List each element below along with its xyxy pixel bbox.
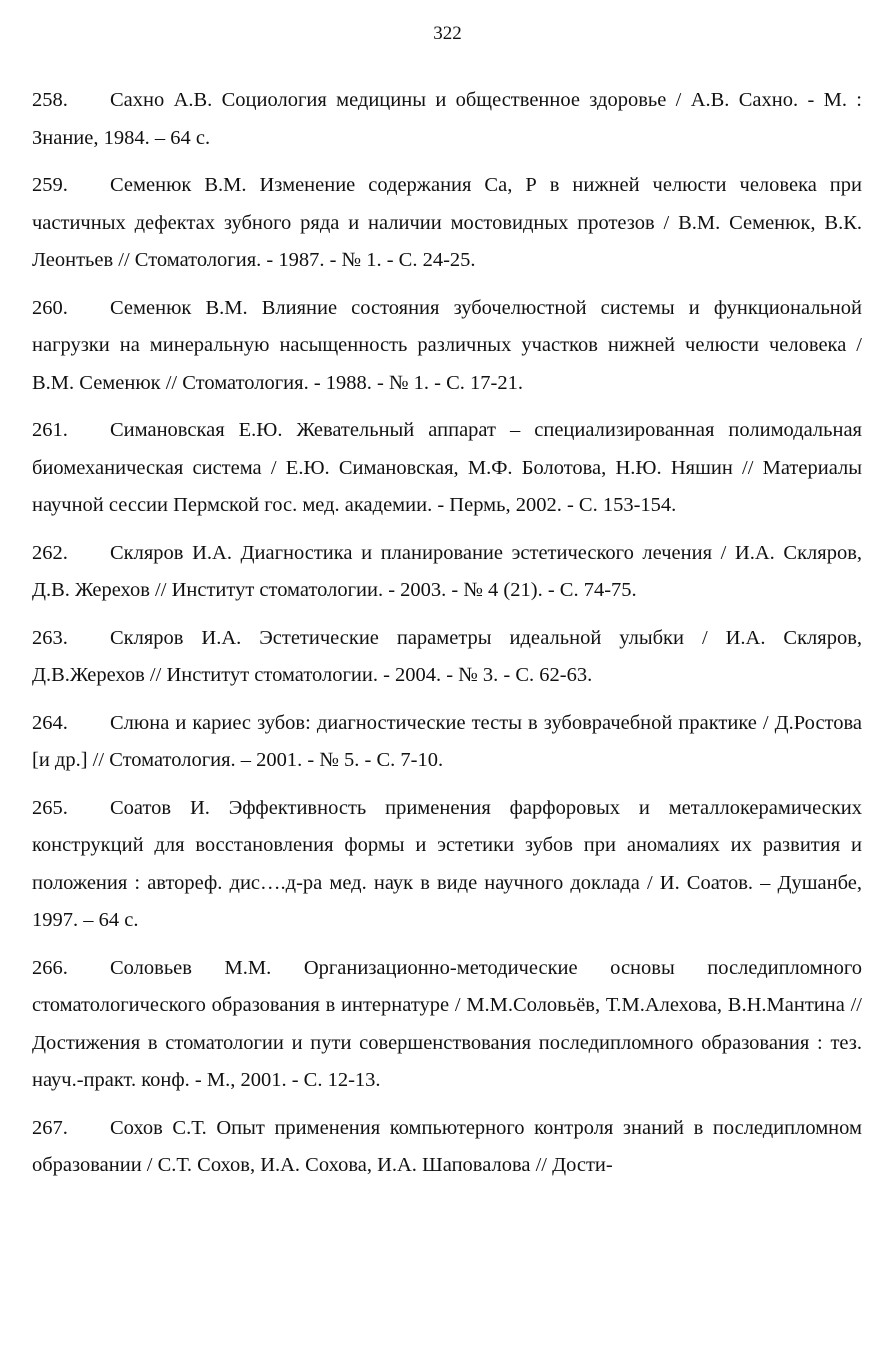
reference-number: 267. [32,1116,68,1139]
reference-item [32,535,862,610]
reference-text: Сохов С.Т. Опыт применения компьютерного контроля знаний в последипломном образовании / С.Т. Сохов, И.А. Сохова, И.А. Шаповалова // Дости- [32,1116,862,1176]
reference-text: Симановская Е.Ю. Жевательный аппарат – специализированная полимодальная биомеханическая система / Е.Ю. Симановская, М.Ф. Болотова, Н.Ю. Няшин // Материалы научной сессии Пермской гос. мед. академии. - Пермь, 2002. - С. 153-154. [32,419,862,516]
reference-number: 259. [32,174,68,196]
reference-text: Слюна и кариес зубов: диагностические тесты в зубоврачебной практике / Д.Ростова [и др.] // Стоматология. – 2001. - № 5. - С. 7-10. [32,711,862,771]
reference-text: Семенюк В.М. Влияние состояния зубочелюстной системы и функциональной нагрузки на минеральную насыщенность различных участков нижней челюсти человека / В.М. Семенюк // Стоматология. - 1988. - № 1. - С. 17-21. [32,296,862,394]
page-number: 322 [433,23,462,44]
reference-text: Соловьев М.М. Организационно-методические основы последипломного стоматологического образования в интернатуре / М.М.Соловьёв, Т.М.Алехова, В.Н.Мантина // Достижения в стоматологии и пути совершенствования последипломного образования : тез. науч.-практ. конф. - М., 2001. - С. 12-13. [32,956,862,1091]
reference-number: 260. [32,296,68,319]
reference-item [32,290,862,403]
reference-item [32,950,862,1100]
reference-text: Сахно А.В. Социология медицины и общественное здоровье / А.В. Сахно. - М. : Знание, 1984. – 64 с. [32,89,862,149]
reference-text: Скляров И.А. Диагностика и планирование эстетического лечения / И.А. Скляров, Д.В. Жерехов // Институт стоматологии. - 2003. - № 4 (21). - С. 74-75. [32,541,862,601]
reference-number: 261. [32,419,68,441]
reference-number: 265. [32,796,68,819]
reference-item [32,82,862,157]
reference-text: Соатов И. Эффективность применения фарфоровых и металлокерамических конструкций для восстановления формы и эстетики зубов при аномалиях их развития и положения : автореф. дис….д-ра мед. наук в виде научного доклада / И. Соатов. – Душанбе, 1997. – 64 с. [32,796,862,931]
reference-number: 262. [32,541,68,564]
reference-number: 264. [32,711,68,734]
reference-item [32,1110,862,1185]
reference-item [32,790,862,940]
reference-item [32,705,862,780]
reference-number: 263. [32,626,68,649]
reference-item [32,412,862,525]
reference-item [32,167,862,280]
reference-list [32,82,862,1195]
reference-text: Семенюк В.М. Изменение содержания Са, Р в нижней челюсти человека при частичных дефектах зубного ряда и наличии мостовидных протезов / В.М. Семенюк, В.К. Леонтьев // Стоматология. - 1987. - № 1. - С. 24-25. [32,174,862,271]
reference-number: 266. [32,956,68,979]
reference-item [32,620,862,695]
reference-text: Скляров И.А. Эстетические параметры идеальной улыбки / И.А. Скляров, Д.В.Жерехов // Институт стоматологии. - 2004. - № 3. - С. 62-63. [32,626,862,686]
reference-number: 258. [32,89,68,111]
